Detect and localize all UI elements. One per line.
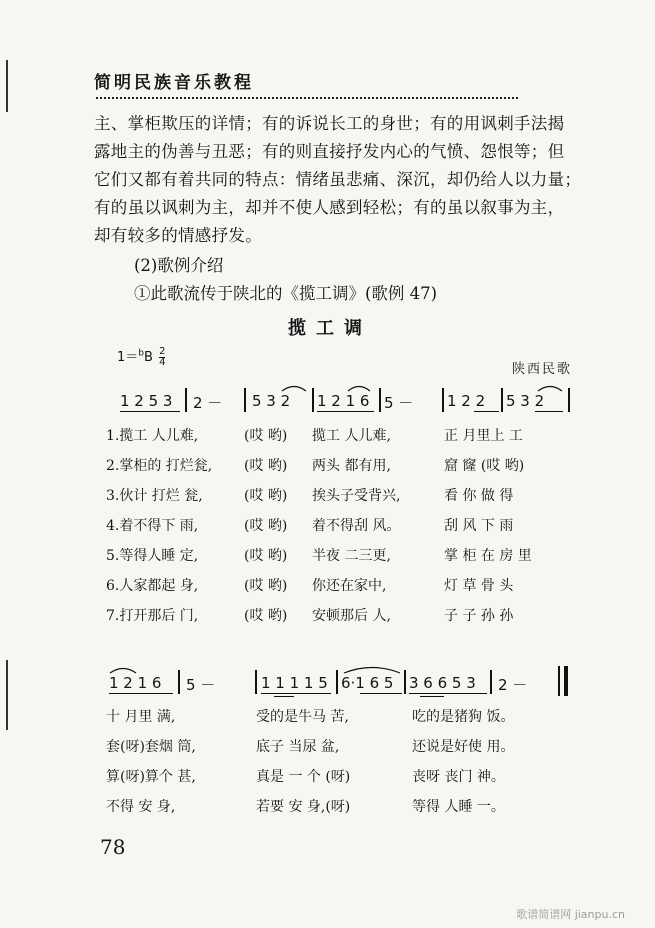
barline (490, 670, 492, 694)
barline (501, 388, 503, 412)
lyric-segment: (哎 哟) (244, 578, 288, 594)
time-bottom: 4 (159, 357, 166, 368)
beam (409, 693, 487, 694)
measure: 2 － (498, 676, 528, 694)
flat-sign: b (138, 348, 144, 359)
lyric-segment: 5.等得人睡 定, (106, 548, 199, 564)
barline (255, 670, 257, 694)
beam (317, 411, 374, 412)
lyric-segment: 等得 人睡 一。 (412, 799, 505, 815)
beam (109, 693, 173, 694)
song-title: 揽工调 (288, 318, 372, 339)
lyric-segment: (哎 哟) (244, 608, 288, 624)
running-header: 简明民族音乐教程 (94, 73, 254, 93)
lyric-segment: 底子 当尿 盆, (256, 739, 340, 755)
lyric-segment: 算(呀)算个 甚, (106, 769, 196, 785)
lyric-segment: 真是 一 个 (呀) (256, 769, 351, 785)
lyric-segment: 灯 草 骨 头 (444, 578, 514, 594)
measure: 2 － (193, 394, 223, 412)
lyric-segment: (哎 哟) (244, 488, 288, 504)
song-origin: 陕西民歌 (512, 362, 573, 377)
lyric-segment: 半夜 二三更, (312, 548, 391, 564)
barline (336, 670, 338, 694)
lyric-segment: 3.伙计 打烂 瓮, (106, 488, 203, 504)
measure: 5 － (186, 676, 216, 694)
section-heading: (2)歌例介绍 (134, 256, 224, 275)
barline (442, 388, 444, 412)
slur (536, 382, 564, 392)
paragraph-line: 却有较多的情感抒发。 (94, 226, 262, 245)
margin-mark (6, 60, 8, 112)
slur (346, 382, 372, 392)
beam (474, 411, 499, 412)
barline (244, 388, 246, 412)
lyric-segment: 受的是牛马 苦, (256, 709, 349, 725)
lyric-segment: 不得 安 身, (106, 799, 176, 815)
lyric-segment: (哎 哟) (244, 518, 288, 534)
lyric-segment: 看 你 做 得 (444, 488, 514, 504)
measure: 5 － (384, 394, 414, 412)
barline (185, 388, 187, 412)
measure: 6·1 6 5 (341, 674, 394, 692)
lyric-segment: 正 月里上 工 (444, 428, 523, 444)
slur (342, 664, 402, 674)
paragraph-line: 它们又都有着共同的特点：情绪虽悲痛、深沉，却仍给人以力量； (94, 170, 582, 189)
beam (274, 696, 294, 697)
lyric-segment: 揽工 人儿难, (312, 428, 391, 444)
measure: 5 3 2 (252, 392, 291, 410)
beam (120, 411, 180, 412)
final-barline (564, 666, 568, 696)
lyric-segment: 6.人家都起 身, (106, 578, 199, 594)
measure: 5 3 2 (506, 392, 545, 410)
slur (280, 382, 308, 392)
watermark: 歌谱简谱网 jianpu.cn (516, 908, 625, 921)
barline (568, 388, 570, 412)
barline (379, 388, 381, 412)
lyric-segment: 十 月里 满, (106, 709, 176, 725)
lyric-segment: 子 子 孙 孙 (444, 608, 514, 624)
time-top: 2 (159, 346, 166, 357)
lyric-segment: 1.揽工 人儿难, (106, 428, 199, 444)
lyric-segment: 套(呀)套烟 筒, (106, 739, 196, 755)
measure: 1 2 5 3 (120, 392, 173, 410)
beam (261, 693, 331, 694)
lyric-segment: 若要 安 身,(呀) (256, 799, 351, 815)
lyric-segment: 丧呀 丧门 神。 (412, 769, 505, 785)
header-divider (96, 97, 518, 99)
slur (108, 664, 138, 674)
measure: 3 6 6 5 3 (409, 674, 476, 692)
lyric-segment: 刮 风 下 雨 (444, 518, 514, 534)
paragraph-line: 有的虽以讽刺为主，却并不使人感到轻松；有的虽以叙事为主， (94, 198, 565, 217)
lyric-segment: 4.着不得下 雨, (106, 518, 199, 534)
key-letter: B (144, 350, 153, 365)
page-number: 78 (100, 835, 126, 859)
barline (558, 666, 560, 696)
barline (312, 388, 314, 412)
beam (420, 696, 444, 697)
lyric-segment: (哎 哟) (244, 458, 288, 474)
measure: 1 1 1 1 5 (261, 674, 328, 692)
example-intro: ①此歌流传于陕北的《揽工调》(歌例 47) (134, 284, 438, 303)
lyric-segment: 安顿那后 人, (312, 608, 391, 624)
lyric-segment: 着不得刮 风。 (312, 518, 401, 534)
time-signature (159, 347, 165, 368)
barline (178, 670, 180, 694)
lyric-segment: 你还在家中, (312, 578, 387, 594)
measure: 1 2 1 6 (317, 392, 370, 410)
measure: 1 2 1 6 (109, 674, 162, 692)
lyric-segment: 窟 窿 (哎 哟) (444, 458, 525, 474)
beam (360, 693, 402, 694)
margin-mark (6, 660, 8, 730)
lyric-segment: 挨头子受背兴, (312, 488, 401, 504)
lyric-segment: 7.打开那后 门, (106, 608, 199, 624)
beam (535, 411, 563, 412)
measure: 1 2 2 (447, 392, 486, 410)
paragraph-line: 主、掌柜欺压的详情；有的诉说长工的身世；有的用讽刺手法揭 (94, 114, 565, 133)
key-signature (117, 346, 165, 368)
lyric-segment: 掌 柜 在 房 里 (444, 548, 532, 564)
lyric-segment: 两头 都有用, (312, 458, 391, 474)
paragraph-line: 露地主的伪善与丑恶；有的则直接抒发内心的气愤、怨恨等；但 (94, 142, 565, 161)
key-prefix: 1＝ (117, 350, 139, 365)
lyric-segment: (哎 哟) (244, 548, 288, 564)
lyric-segment: 还说是好使 用。 (412, 739, 515, 755)
lyric-segment: (哎 哟) (244, 428, 288, 444)
lyric-segment: 2.掌柜的 打烂瓮, (106, 458, 213, 474)
lyric-segment: 吃的是猪狗 饭。 (412, 709, 515, 725)
barline (404, 670, 406, 694)
